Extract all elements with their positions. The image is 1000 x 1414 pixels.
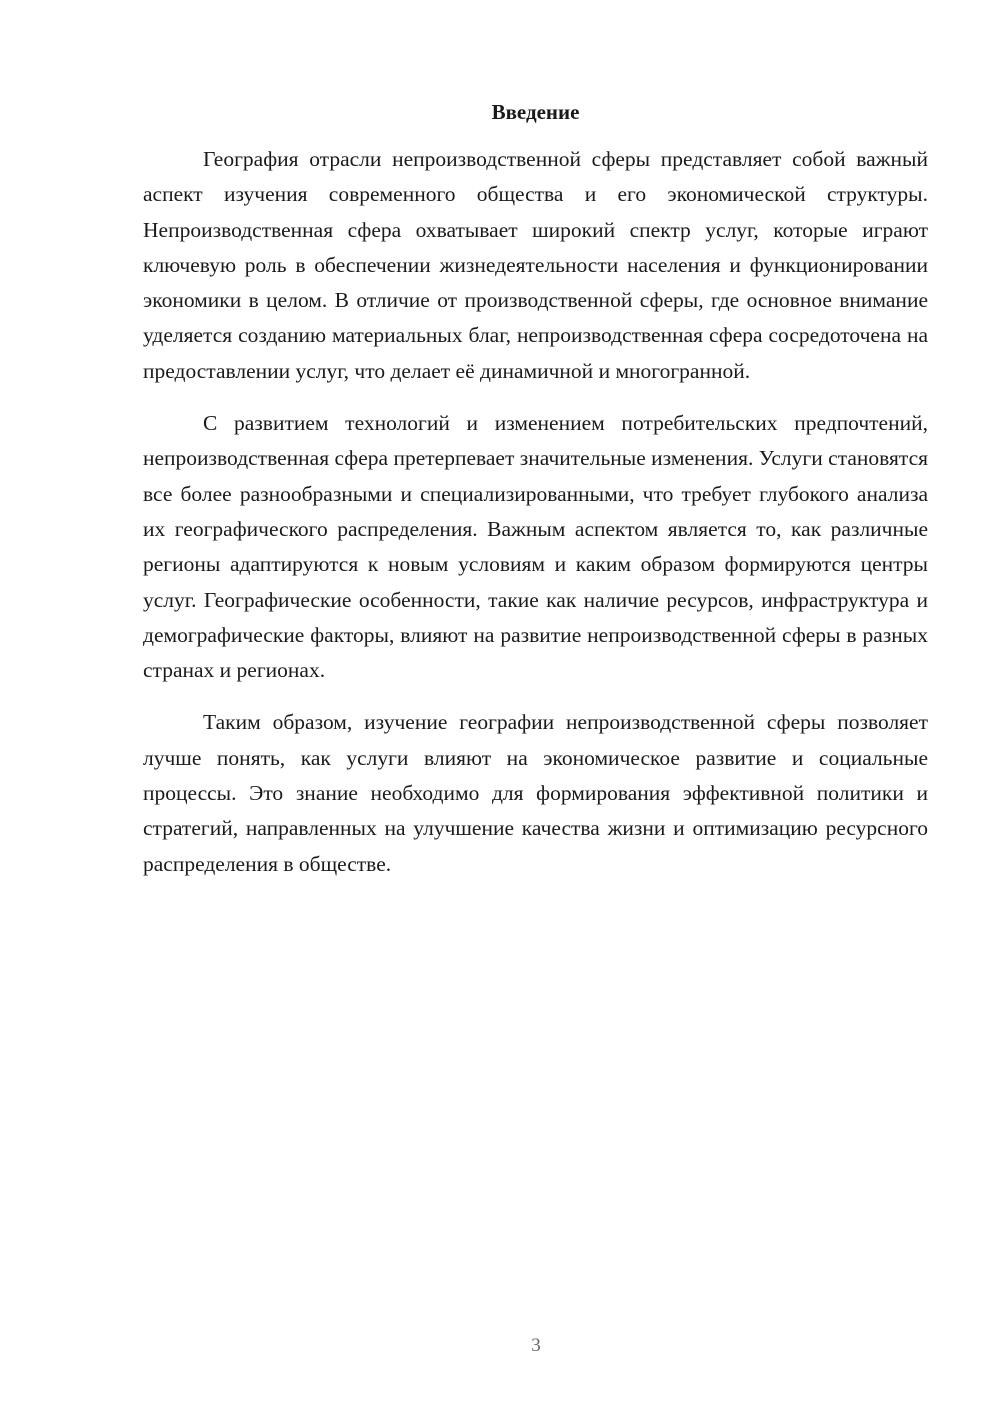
paragraph-2: С развитием технологий и изменением потребительских предпочтений, непроизводственная сфера претерпевает значительные изменения. Услуги становятся все более разнообразными и специализированными, что требует глубокого анализа их географического распределения. Важным аспектом является то, как различные регионы адаптируются к новым условиям и каким образом формируются центры услуг. Географические особенности, такие как наличие ресурсов, инфраструктура и демографические факторы, влияют на развитие непроизводственной сферы в разных странах и регионах. — [143, 411, 928, 683]
body-text — [143, 142, 928, 899]
page-number: 3 — [531, 1335, 541, 1356]
section-heading: Введение — [491, 100, 580, 124]
paragraph-3: Таким образом, изучение географии непроизводственной сферы позволяет лучше понять, как услуги влияют на экономическое развитие и социальные процессы. Это знание необходимо для формирования эффективной политики и стратегий, направленных на улучшение качества жизни и оптимизацию ресурсного распределения в обществе. — [143, 710, 928, 876]
paragraph-1: География отрасли непроизводственной сферы представляет собой важный аспект изучения современного общества и его экономической структуры. Непроизводственная сфера охватывает широкий спектр услуг, которые играют ключевую роль в обеспечении жизнедеятельности населения и функционировании экономики в целом. В отличие от производственной сферы, где основное внимание уделяется созданию материальных благ, непроизводственная сфера сосредоточена на предоставлении услуг, что делает её динамичной и многогранной. — [143, 147, 928, 383]
